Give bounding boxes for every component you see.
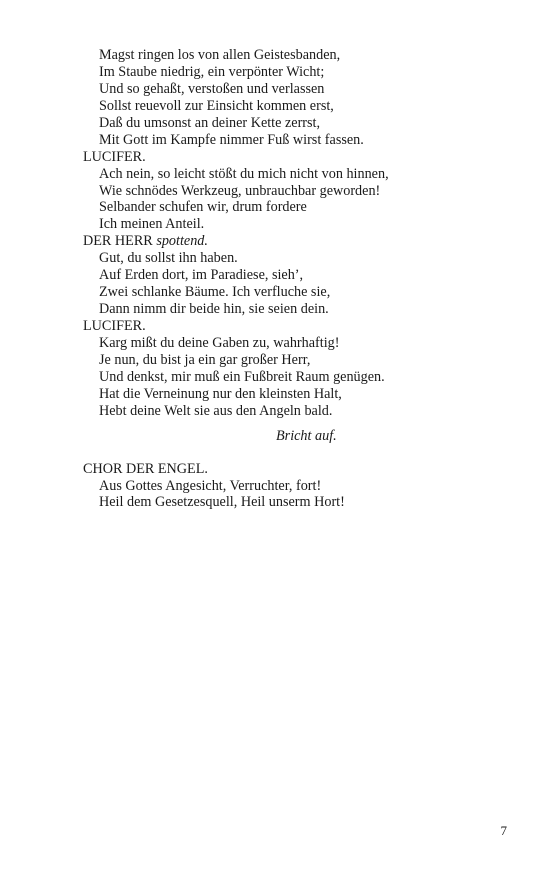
verse-line: Auf Erden dort, im Paradiese, sieh’, (99, 267, 304, 284)
verse-line: Gut, du sollst ihn haben. (99, 250, 238, 267)
verse-line: Zwei schlanke Bäume. Ich verfluche sie, (99, 284, 331, 301)
verse-line: Und denkst, mir muß ein Fußbreit Raum genügen. (99, 368, 385, 385)
verse-line: Je nun, du bist ja ein gar großer Herr, (99, 351, 311, 368)
verse-line: Selbander schufen wir, drum fordere (99, 199, 307, 216)
verse-line: Wie schnödes Werkzeug, unbrauchbar geworden! (99, 182, 381, 199)
verse-line: Hebt deine Welt sie aus den Angeln bald. (99, 402, 333, 419)
verse-line: Heil dem Gesetzesquell, Heil unserm Hort! (99, 494, 345, 511)
speaker-direction: spottend. (156, 233, 208, 250)
play-text (83, 47, 523, 511)
verse-line: Sollst reuevoll zur Einsicht kommen erst, (99, 97, 334, 114)
verse-line: Dann nimm dir beide hin, sie seien dein. (99, 301, 329, 318)
verse-line: Und so gehaßt, verstoßen und verlassen (99, 80, 325, 97)
speaker-lucifer: LUCIFER. (83, 148, 146, 165)
speaker-der-herr (83, 233, 523, 250)
page-number: 7 (500, 823, 507, 838)
verse-line: Karg mißt du deine Gaben zu, wahrhaftig! (99, 334, 340, 351)
verse-line: Daß du umsonst an deiner Kette zerrst, (99, 114, 321, 131)
verse-line: Magst ringen los von allen Geistesbanden, (99, 47, 341, 63)
verse-line: Ich meinen Anteil. (99, 216, 205, 233)
verse-line: Ach nein, so leicht stößt du mich nicht von hinnen, (99, 165, 389, 182)
verse-line: Hat die Verneinung nur den kleinsten Halt, (99, 385, 342, 402)
verse-line: Aus Gottes Angesicht, Verruchter, fort! (99, 477, 322, 494)
verse-line: Mit Gott im Kampfe nimmer Fuß wirst fassen. (99, 131, 364, 148)
verse-line: Im Staube niedrig, ein verpönter Wicht; (99, 63, 325, 80)
speaker-name: DER HERR (83, 233, 153, 250)
stage-direction: Bricht auf. (276, 427, 337, 444)
speaker-lucifer: LUCIFER. (83, 318, 146, 334)
speaker-chor-der-engel: CHOR DER ENGEL. (83, 460, 208, 477)
